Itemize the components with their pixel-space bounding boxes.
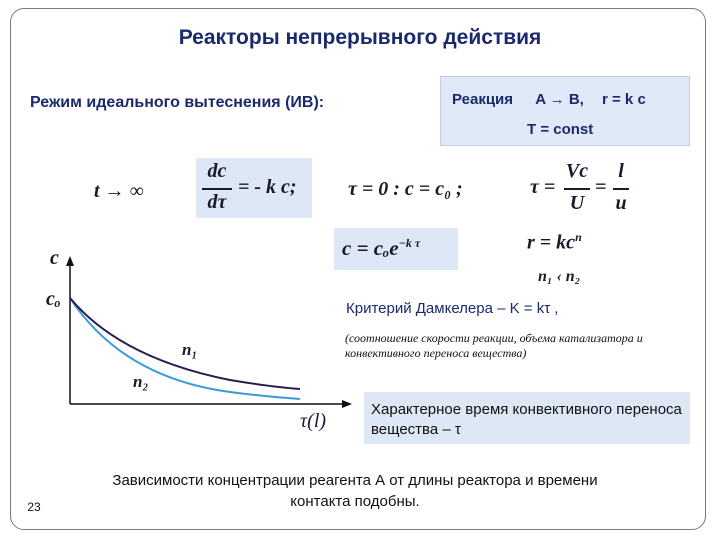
order-comparison: n₁ ‹ n₂ — [538, 268, 581, 285]
curve-n1-label: n₁ — [182, 340, 198, 359]
damkohler-criterion: Критерий Дамкелера – K = kτ , — [346, 300, 559, 317]
arrow-right-icon: → — [549, 91, 569, 108]
tau-lhs: τ = — [530, 176, 556, 198]
tau-rhs-denominator: u — [615, 192, 627, 214]
solution-base: c = cₒe — [342, 236, 399, 260]
rate-exponent: n — [575, 230, 582, 244]
tau-mid-numerator: Vc — [565, 160, 589, 182]
conclusion-text: Зависимости концентрации реагента А от длины реактора и времени контакта подобны. — [112, 472, 598, 510]
criterion-explanation: (соотношение скорости реакции, объема катализатора и конвективного переноса вещества) — [345, 331, 643, 360]
curve-n2-label: n₂ — [133, 372, 149, 391]
tau-equals: = — [595, 176, 607, 198]
rate-law: r = k c — [602, 91, 646, 108]
x-axis-label: τ(l) — [300, 410, 327, 432]
reactant: A — [535, 91, 546, 108]
tau-rhs-numerator: l — [618, 160, 624, 182]
diff-numerator: dc — [207, 160, 227, 182]
page-number: 23 — [27, 500, 41, 514]
x-axis-arrow — [342, 400, 352, 408]
mode-heading: Режим идеального вытеснения (ИВ): — [30, 94, 325, 111]
product: B, — [568, 91, 584, 108]
diff-rhs: = - k c; — [238, 176, 297, 198]
reaction-label: Реакция — [452, 91, 514, 108]
initial-condition: τ = 0 : c = c₀ ; — [348, 178, 463, 200]
tau-mid-denominator: U — [569, 192, 585, 214]
diff-denominator: dτ — [207, 191, 227, 213]
slide-title: Реакторы непрерывного действия — [178, 26, 542, 49]
formula-t-infinity: t → ∞ — [94, 180, 144, 202]
convective-time-text: Характерное время конвективного переноса вещества – τ — [371, 401, 682, 438]
y-axis-label: c — [50, 247, 59, 269]
rate-base: r = kc — [527, 231, 576, 254]
y-axis-arrow — [66, 256, 74, 266]
solution-exponent: −k τ — [398, 236, 421, 250]
y0-label: cₒ — [46, 288, 61, 310]
temperature-condition: T = const — [527, 121, 594, 138]
